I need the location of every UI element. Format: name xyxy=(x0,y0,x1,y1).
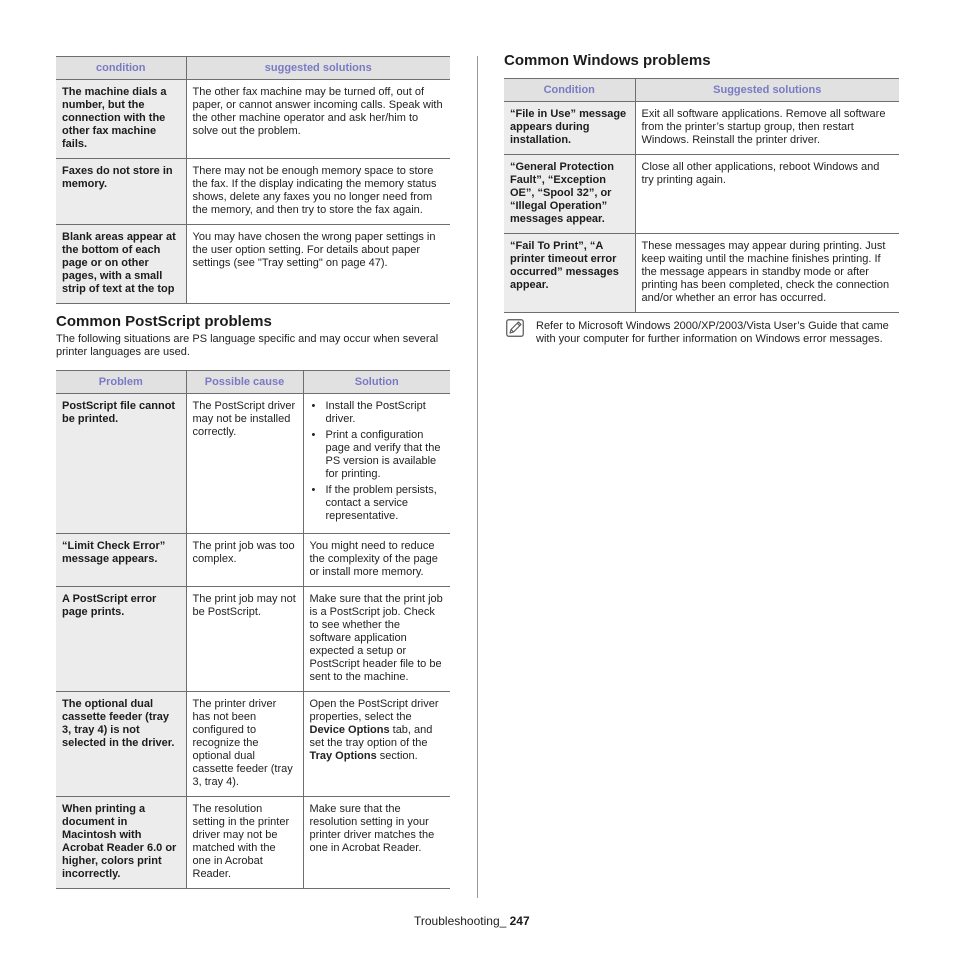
cause-cell: The printer driver has not been configured to recognize the optional dual cassette feeder (tray 3, tray 4). xyxy=(186,692,303,797)
condition-cell: “Fail To Print”, “A printer timeout error occurred” messages appear. xyxy=(504,234,635,313)
footer-section: Troubleshooting_ xyxy=(414,914,510,928)
section-heading-postscript: Common PostScript problems xyxy=(56,313,272,330)
section-intro: The following situations are PS language specific and may occur when several printer languages are used. xyxy=(56,333,439,358)
table-row xyxy=(56,534,450,587)
table-row xyxy=(56,159,450,225)
table-row xyxy=(504,102,899,155)
table-row xyxy=(56,692,450,797)
postscript-problems-table xyxy=(56,370,450,889)
solution-cell: Make sure that the print job is a PostScript job. Check to see whether the software application expected a setup or PostScript header file to be sent to the machine. xyxy=(303,587,450,692)
solution-cell: Make sure that the resolution setting in your printer driver matches the one in Acrobat Reader. xyxy=(303,797,450,889)
section-heading-windows: Common Windows problems xyxy=(504,52,711,69)
table-row xyxy=(504,155,899,234)
table-header-row xyxy=(56,57,450,80)
column-header-condition: condition xyxy=(56,57,186,80)
solution-text: Open the PostScript driver properties, select the xyxy=(309,698,439,723)
note-text: Refer to Microsoft Windows 2000/XP/2003/Vista User’s Guide that came with your computer for further information on Windows error messages. xyxy=(536,320,889,345)
cause-cell: The resolution setting in the printer driver may not be matched with the one in Acrobat Reader. xyxy=(186,797,303,889)
solution-list xyxy=(310,400,445,523)
condition-cell: Blank areas appear at the bottom of each page or on other pages, with a small strip of text at the top xyxy=(56,225,186,304)
table-header-row xyxy=(56,371,450,394)
column-header-cause: Possible cause xyxy=(186,371,303,394)
list-item: • If the problem persists, contact a service representative. xyxy=(310,484,445,523)
cause-cell: The print job was too complex. xyxy=(186,534,303,587)
condition-cell: “File in Use” message appears during installation. xyxy=(504,102,635,155)
column-divider xyxy=(477,56,478,898)
note-pencil-icon xyxy=(506,319,524,337)
problem-cell: PostScript file cannot be printed. xyxy=(56,394,186,534)
column-header-problem: Problem xyxy=(56,371,186,394)
solution-cell: You might need to reduce the complexity of the page or install more memory. xyxy=(303,534,450,587)
table-row xyxy=(56,225,450,304)
left-column xyxy=(56,56,450,889)
solution-cell: These messages may appear during printing. Just keep waiting until the machine finishes printing. If the message appears in standby mode or after printing has been completed, check the connection and/or whether an error has occurred. xyxy=(635,234,899,313)
solution-text: section. xyxy=(376,750,418,762)
problem-cell: “Limit Check Error” message appears. xyxy=(56,534,186,587)
solution-cell: You may have chosen the wrong paper settings in the user option setting. For details about paper settings (see "Tray setting" on page 47). xyxy=(186,225,450,304)
table-row xyxy=(56,80,450,159)
windows-problems-table xyxy=(504,78,899,313)
column-header-solutions: Suggested solutions xyxy=(635,79,899,102)
solution-text: tab, and set the tray option of the xyxy=(309,724,433,749)
condition-cell: Faxes do not store in memory. xyxy=(56,159,186,225)
column-header-solutions: suggested solutions xyxy=(186,57,450,80)
right-column xyxy=(504,52,899,346)
column-header-solution: Solution xyxy=(303,371,450,394)
fax-problems-table xyxy=(56,56,450,304)
solution-cell: Close all other applications, reboot Windows and try printing again. xyxy=(635,155,899,234)
solution-cell xyxy=(303,692,450,797)
list-item: • Print a configuration page and verify that the PS version is available for printing. xyxy=(310,429,445,481)
page-footer xyxy=(414,914,530,928)
solution-cell: The other fax machine may be turned off, out of paper, or cannot answer incoming calls. Speak with the other machine operator and ask her/him to solve out the problem. xyxy=(186,80,450,159)
cause-cell: The print job may not be PostScript. xyxy=(186,587,303,692)
tray-options-label: Tray Options xyxy=(309,750,377,762)
table-row xyxy=(504,234,899,313)
page-number: 247 xyxy=(509,914,530,928)
note-box xyxy=(504,317,899,346)
table-row xyxy=(56,797,450,889)
table-row xyxy=(56,394,450,534)
solution-cell xyxy=(303,394,450,534)
cause-cell: The PostScript driver may not be installed correctly. xyxy=(186,394,303,534)
table-row xyxy=(56,587,450,692)
solution-cell: There may not be enough memory space to store the fax. If the display indicating the memory status shows, delete any faxes you no longer need from the memory, and then try to store the fax again. xyxy=(186,159,450,225)
problem-cell: When printing a document in Macintosh with Acrobat Reader 6.0 or higher, colors print incorrectly. xyxy=(56,797,186,889)
problem-cell: The optional dual cassette feeder (tray 3, tray 4) is not selected in the driver. xyxy=(56,692,186,797)
problem-cell: A PostScript error page prints. xyxy=(56,587,186,692)
condition-cell: The machine dials a number, but the connection with the other fax machine fails. xyxy=(56,80,186,159)
device-options-label: Device Options xyxy=(309,724,390,736)
table-header-row xyxy=(504,79,899,102)
condition-cell: “General Protection Fault”, “Exception OE”, “Spool 32”, or “Illegal Operation” messages appear. xyxy=(504,155,635,234)
list-item: • Install the PostScript driver. xyxy=(310,400,445,426)
solution-cell: Exit all software applications. Remove all software from the printer’s startup group, then restart Windows. Reinstall the printer driver. xyxy=(635,102,899,155)
column-header-condition: Condition xyxy=(504,79,635,102)
